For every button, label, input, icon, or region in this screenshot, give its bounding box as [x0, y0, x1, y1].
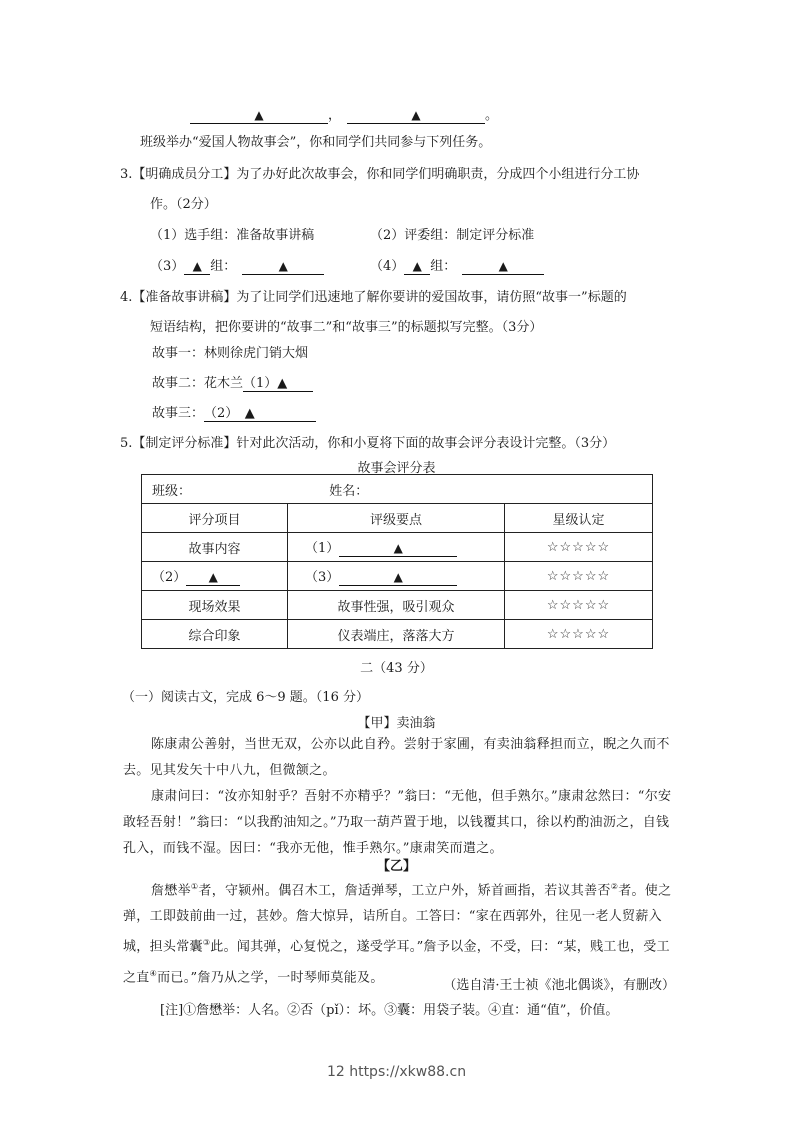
item-number: （3）	[305, 570, 340, 585]
footnote-marker: ②	[610, 882, 619, 891]
activity-intro: 班级举办“爱国人物故事会”，你和同学们共同参与下列任务。	[140, 135, 492, 150]
answer-blank[interactable]: （1）▲	[243, 377, 313, 392]
column-header: 星级认定	[505, 504, 653, 533]
table-row	[142, 504, 653, 533]
item-number: （3）	[150, 259, 185, 274]
question-3-text-cont: 作。（2分）	[150, 197, 217, 212]
footnote-marker: ①	[190, 882, 199, 891]
passage-yi-title: 【乙】	[376, 859, 416, 874]
story-3	[152, 402, 316, 422]
section-subtitle: （一）阅读古文，完成 6～9 题。（16 分）	[122, 690, 369, 705]
label: 组：	[210, 259, 237, 274]
story-2	[152, 372, 313, 392]
scoring-table	[141, 474, 653, 649]
story-2-prefix: 故事二：花木兰	[152, 376, 244, 391]
passage-jia-paragraph-2: 康肃问曰：“汝亦知射乎？吾射不亦精乎？”翁曰：“无他，但手熟尔。”康肃忿然曰：“尔安敢轻吾射！”翁曰：“以我酌油知之。”乃取一葫芦置于地，以钱覆其口，徐以杓酌油沥之，自钱孔入，而钱不湿。因曰：“我亦无他，惟手熟尔。”康肃笑而遣之。	[123, 789, 672, 856]
item-number: （4）	[370, 259, 405, 274]
table-cell: 综合印象	[142, 620, 288, 649]
class-label: 班级：	[152, 483, 192, 499]
star-rating[interactable]: ☆☆☆☆☆	[505, 620, 653, 649]
answer-blank[interactable]: ▲	[190, 108, 328, 124]
table-cell: 故事内容	[142, 533, 288, 562]
q3-item-4	[370, 255, 544, 275]
story-3-prefix: 故事三：	[152, 406, 205, 421]
table-cell	[288, 533, 505, 562]
column-header: 评级要点	[288, 504, 505, 533]
table-cell: 仪表端庄，落落大方	[288, 620, 505, 649]
table-cell	[288, 562, 505, 591]
source-citation: （选自清·王士祯《池北偶谈》，有删改）	[443, 978, 675, 993]
table-row	[142, 562, 653, 591]
table-header-info	[142, 475, 653, 504]
name-label: 姓名：	[329, 483, 369, 499]
passage-jia-paragraph-1: 陈康肃公善射，当世无双，公亦以此自矜。尝射于家圃，有卖油翁释担而立，睨之久而不去。见其发矢十中八九，但微颔之。	[123, 737, 670, 778]
question-5-text: 5.【制定评分标准】针对此次活动，你和小夏将下面的故事会评分表设计完整。（3分）	[120, 436, 616, 451]
table-cell	[142, 562, 288, 591]
page-footer: 12 https://xkw88.cn	[326, 1064, 467, 1080]
footnote-marker: ④	[149, 968, 158, 978]
q3-item-3	[150, 255, 324, 275]
story-1: 故事一：林则徐虎门销大烟	[152, 346, 309, 361]
answer-blank[interactable]: ▲	[184, 259, 210, 275]
answer-blank[interactable]: ▲	[339, 570, 457, 586]
answer-blank[interactable]: ▲	[242, 259, 324, 275]
section-title: 二（43 分）	[360, 661, 433, 676]
label: 组：	[430, 259, 457, 274]
question-4-text: 4.【准备故事讲稿】为了让同学们迅速地了解你要讲的爱国故事，请仿照“故事一”标题的	[120, 290, 627, 305]
answer-blank[interactable]: ▲	[339, 541, 457, 557]
question-3-text: 3.【明确成员分工】为了办好此次故事会，你和同学们明确职责，分成四个小组进行分工协	[120, 167, 640, 182]
answer-blank[interactable]: ▲	[186, 570, 240, 586]
table-cell: 现场效果	[142, 591, 288, 620]
table-row	[142, 620, 653, 649]
footnote-marker: ③	[202, 938, 211, 948]
answer-blank[interactable]: ▲	[462, 259, 544, 275]
table-row	[142, 591, 653, 620]
answer-blank[interactable]: ▲	[347, 108, 485, 124]
passage-jia-title: 【甲】卖油翁	[357, 716, 436, 731]
star-rating[interactable]: ☆☆☆☆☆	[505, 591, 653, 620]
answer-blank[interactable]: （2） ▲	[204, 407, 316, 422]
table-row	[142, 475, 653, 504]
item-number: （1）	[305, 541, 340, 556]
column-header: 评分项目	[142, 504, 288, 533]
answer-blank[interactable]: ▲	[404, 259, 430, 275]
table-cell: 故事性强，吸引观众	[288, 591, 505, 620]
passage-yi-paragraph: 詹懋举①者，守颍州。偶召木工，詹适弹琴，工立户外，矫首画指，若议其善否②者。使之弹，工即鼓前曲一过，甚妙。詹大惊异，诘所自。工答曰：“家在西郭外，往见一老人贸薪入城，担头常囊③此。闻其弹，心复悦之，遂受学耳。”詹予以金，不受，曰：“某，贱工也，受工之直④而已。”詹乃从之学，一时琴师莫能及。	[123, 882, 672, 985]
table-row	[142, 533, 653, 562]
item-number: （2）	[152, 570, 187, 585]
table-title: 故事会评分表	[357, 461, 436, 476]
answer-blank-line	[190, 104, 498, 124]
period: 。	[485, 108, 499, 123]
comma: ，	[328, 108, 342, 123]
star-rating[interactable]: ☆☆☆☆☆	[505, 533, 653, 562]
q3-item-2: （2）评委组：制定评分标准	[370, 228, 535, 243]
question-4-text-cont: 短语结构，把你要讲的“故事二”和“故事三”的标题拟写完整。（3分）	[150, 320, 543, 335]
star-rating[interactable]: ☆☆☆☆☆	[505, 562, 653, 591]
annotation-notes: [注]①詹懋举：人名。②否（pǐ）：坏。③囊：用袋子装。④直：通“值”，价值。	[160, 1003, 619, 1018]
q3-item-1: （1）选手组：准备故事讲稿	[150, 228, 315, 243]
